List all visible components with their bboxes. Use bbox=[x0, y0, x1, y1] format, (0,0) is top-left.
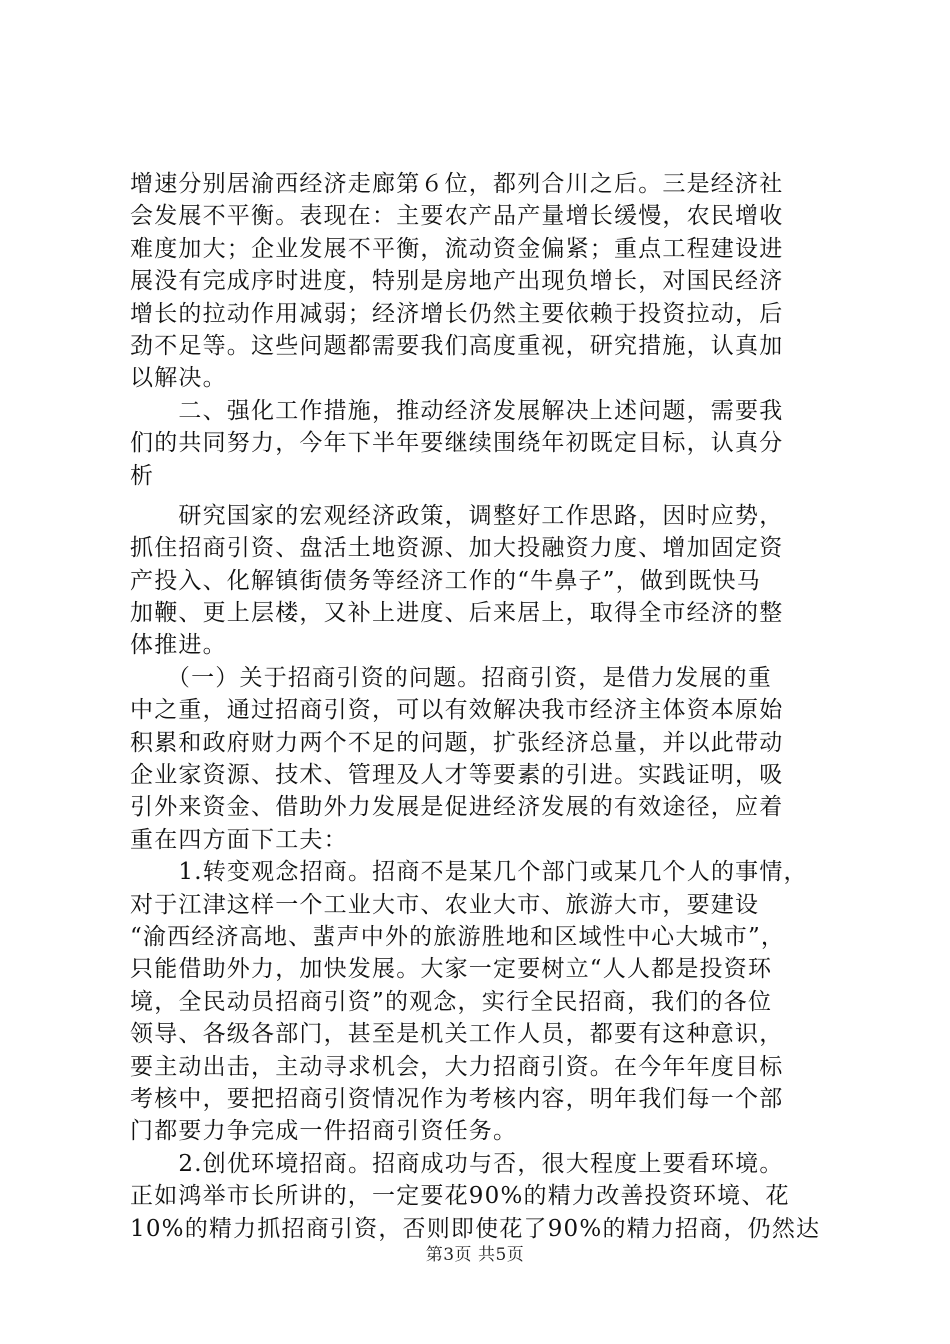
text-line: 要主动出击，主动寻求机会，大力招商引资。在今年年度目标 bbox=[130, 1053, 784, 1080]
text-line: 2.创优环境招商。招商成功与否，很大程度上要看环境。 bbox=[130, 1150, 784, 1177]
text-line: 们的共同努力，今年下半年要继续围绕年初既定目标，认真分 bbox=[130, 430, 784, 457]
text-line: 展没有完成序时进度，特别是房地产出现负增长，对国民经济 bbox=[130, 268, 784, 295]
text-line: 劲不足等。这些问题都需要我们高度重视，研究措施，认真加 bbox=[130, 332, 784, 359]
paragraph-gap bbox=[130, 492, 830, 500]
text-line: 增长的拉动作用减弱；经济增长仍然主要依赖于投资拉动，后 bbox=[130, 300, 784, 327]
text-line: 境，全民动员招商引资”的观念，实行全民招商，我们的各位 bbox=[130, 988, 773, 1015]
text-line: 会发展不平衡。表现在：主要农产品产量增长缓慢，农民增收 bbox=[130, 203, 784, 230]
text-line: 积累和政府财力两个不足的问题，扩张经济总量，并以此带动 bbox=[130, 729, 784, 756]
text-line: 引外来资金、借助外力发展是促进经济发展的有效途径，应着 bbox=[130, 794, 784, 821]
text-line: 析 bbox=[130, 462, 155, 489]
text-line: 体推进。 bbox=[130, 632, 227, 659]
text-line: 研究国家的宏观经济政策，调整好工作思路，因时应势， bbox=[130, 502, 784, 529]
text-line: 1.转变观念招商。招商不是某几个部门或某几个人的事情， bbox=[130, 859, 808, 886]
text-line: 门都要力争完成一件招商引资任务。 bbox=[130, 1118, 518, 1145]
text-line: 加鞭、更上层楼，又补上进度、后来居上，取得全市经济的整 bbox=[130, 600, 784, 627]
text-line: 只能借助外力，加快发展。大家一定要树立“人人都是投资环 bbox=[130, 956, 773, 983]
text-line: 10%的精力抓招商引资，否则即使花了90%的精力招商，仍然达 bbox=[130, 1215, 821, 1242]
text-line: 中之重，通过招商引资，可以有效解决我市经济主体资本原始 bbox=[130, 697, 784, 724]
text-line: 对于江津这样一个工业大市、农业大市、旅游大市，要建设 bbox=[130, 891, 760, 918]
text-line: （一）关于招商引资的问题。招商引资，是借力发展的重 bbox=[130, 664, 772, 691]
text-line: 企业家资源、技术、管理及人才等要素的引进。实践证明，吸 bbox=[130, 762, 784, 789]
text-line: 增速分别居渝西经济走廊第６位，都列合川之后。三是经济社 bbox=[130, 171, 784, 197]
text-line: 正如鸿举市长所讲的，一定要花90%的精力改善投资环境、花 bbox=[130, 1183, 790, 1210]
text-line: 二、强化工作措施，推动经济发展解决上述问题，需要我 bbox=[130, 397, 784, 424]
text-line: 重在四方面下工夫： bbox=[130, 826, 348, 853]
page-footer bbox=[0, 1240, 950, 1265]
text-line: 抓住招商引资、盘活土地资源、加大投融资力度、增加固定资 bbox=[130, 535, 784, 562]
text-line: 领导、各级各部门，甚至是机关工作人员，都要有这种意识， bbox=[130, 1021, 784, 1048]
text-line: 产投入、化解镇街债务等经济工作的“牛鼻子”，做到既快马 bbox=[130, 567, 761, 594]
text-line: “渝西经济高地、蜚声中外的旅游胜地和区域性中心大城市”， bbox=[130, 923, 786, 950]
text-line: 以解决。 bbox=[130, 365, 227, 392]
page-number-label: 第3页 共5页 bbox=[425, 1245, 525, 1265]
text-line: 考核中，要把招商引资情况作为考核内容，明年我们每一个部 bbox=[130, 1085, 784, 1112]
document-body bbox=[130, 168, 830, 1245]
text-line: 难度加大；企业发展不平衡，流动资金偏紧；重点工程建设进 bbox=[130, 235, 784, 262]
